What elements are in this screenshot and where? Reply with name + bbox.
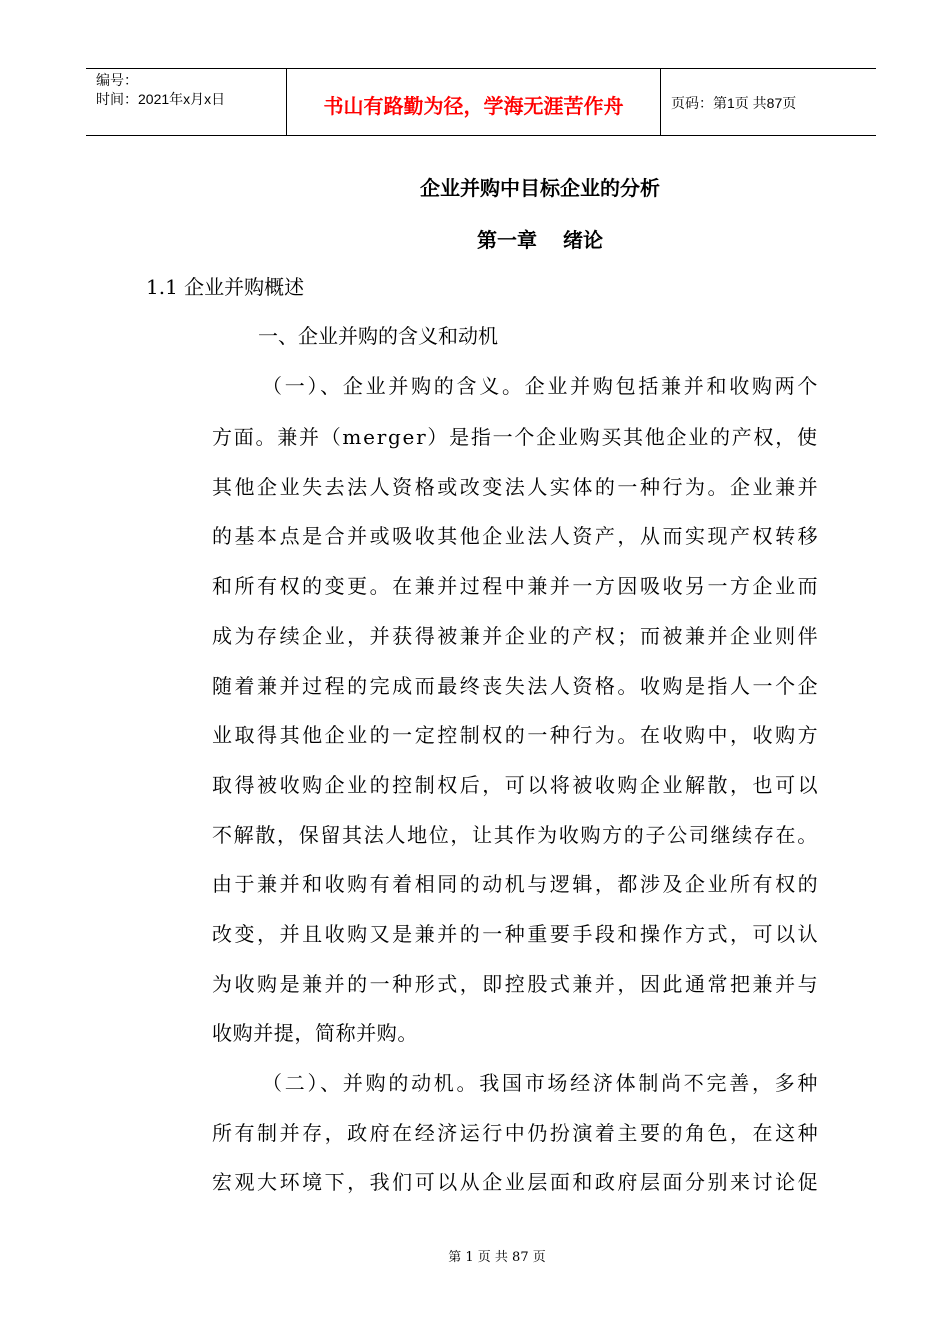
header-page-info: 页码：第1页 共87页 [671,95,797,111]
paragraph-line: 其他企业失去法人资格或改变法人实体的一种行为。企业兼并 [212,475,821,499]
paragraph-line: 所有制并存，政府在经济运行中仍扮演着主要的角色，在这种 [212,1121,821,1145]
paragraph-line: 成为存续企业，并获得被兼并企业的产权；而被兼并企业则伴 [212,624,821,648]
chapter-number: 第一章 [477,228,537,252]
doc-time: 时间：2021年x月x日 [96,91,226,107]
header-meta-cell [86,69,287,135]
chapter-name: 绪论 [563,228,603,252]
paragraph-line: 为收购是兼并的一种形式，即控股式兼并，因此通常把兼并与 [212,972,821,996]
subheading: 一、企业并购的含义和动机 [258,324,498,348]
paragraph-line: （二）、并购的动机。我国市场经济体制尚不完善，多种 [262,1071,821,1095]
paragraph-line: 不解散，保留其法人地位，让其作为收购方的子公司继续存在。 [212,823,819,847]
paragraph-line: 宏观大环境下，我们可以从企业层面和政府层面分别来讨论促 [212,1170,821,1194]
paragraph-line: 由于兼并和收购有着相同的动机与逻辑，都涉及企业所有权的 [212,872,821,896]
page-footer: 第 1 页 共 87 页 [448,1250,546,1265]
paragraph-line: 业取得其他企业的一定控制权的一种行为。在收购中，收购方 [212,723,821,747]
paragraph-line: （一）、企业并购的含义。企业并购包括兼并和收购两个 [262,374,821,398]
chapter-title [0,224,950,253]
doc-number: 编号： [96,72,138,88]
header-table [86,68,876,136]
paragraph-line: 和所有权的变更。在兼并过程中兼并一方因吸收另一方企业而 [212,574,821,598]
paragraph-line: 的基本点是合并或吸收其他企业法人资产，从而实现产权转移 [212,524,821,548]
paragraph-line: 随着兼并过程的完成而最终丧失法人资格。收购是指人一个企 [212,674,821,698]
paragraph-line: 改变，并且收购又是兼并的一种重要手段和操作方式，可以认 [212,922,821,946]
document-title: 企业并购中目标企业的分析 [420,176,660,200]
header-motto: 书山有路勤为径，学海无涯苦作舟 [287,69,661,135]
paragraph-line: 方面。兼并（merger）是指一个企业购买其他企业的产权，使 [212,425,819,449]
section-heading: 1.1 企业并购概述 [146,275,305,299]
paragraph-line: 收购并提，简称并购。 [212,1021,418,1045]
paragraph-line: 取得被收购企业的控制权后，可以将被收购企业解散，也可以 [212,773,821,797]
